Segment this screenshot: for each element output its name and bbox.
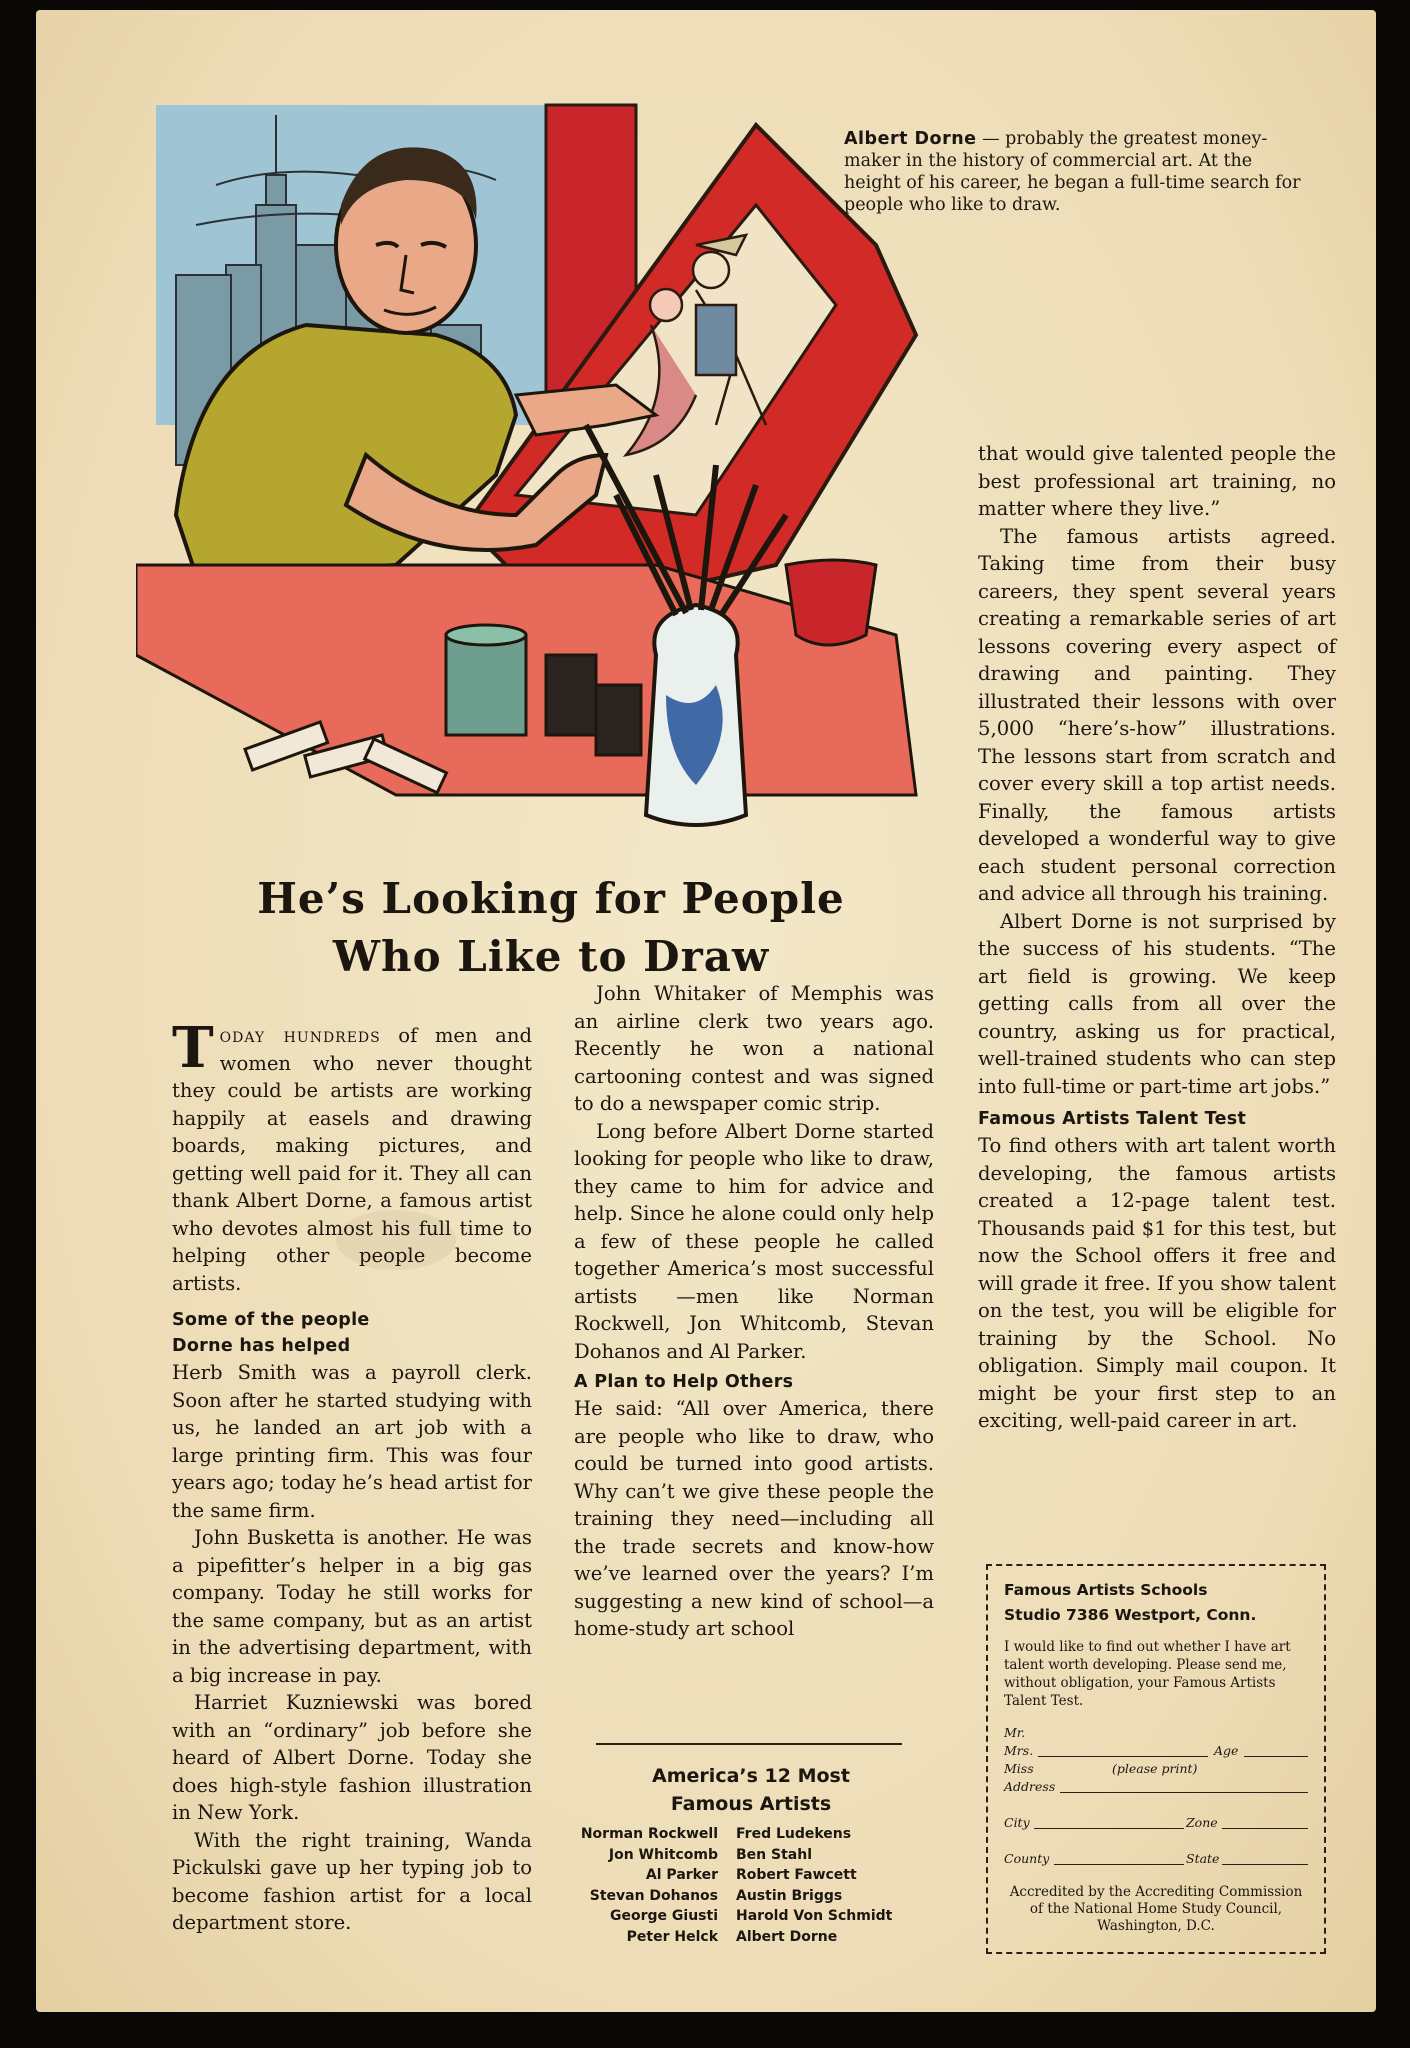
artist-name: Ben Stahl xyxy=(736,1846,812,1863)
address-label: Address xyxy=(1004,1779,1056,1794)
albert-dorne-illustration xyxy=(136,95,956,855)
coupon-heading-line2: Studio 7386 Westport, Conn. xyxy=(1004,1606,1257,1624)
state-label: State xyxy=(1186,1851,1220,1866)
county-label: County xyxy=(1004,1851,1050,1866)
city-label: City xyxy=(1004,1815,1030,1830)
comic-back-cover-page xyxy=(36,10,1376,2012)
artist-row xyxy=(556,1865,936,1886)
artist-name: Harold Von Schmidt xyxy=(736,1908,893,1924)
famous-title-line1: America’s 12 Most xyxy=(652,1765,850,1787)
artist-row xyxy=(556,1886,936,1907)
artist-name: Al Parker xyxy=(645,1867,718,1883)
divider-rule xyxy=(596,1743,902,1745)
paragraph: With the right training, Wanda Pickulski gave up her typing job to become fashion artist for a local department store. xyxy=(172,1828,532,1934)
famous-title-line2: Famous Artists xyxy=(670,1793,832,1815)
article-column-2 xyxy=(574,980,934,1643)
artist-row xyxy=(556,1906,936,1927)
paragraph: John Whitaker of Memphis was an airline clerk two years ago. Recently he won a national cartooning contest and was signed to do a newspaper comic strip. xyxy=(574,982,934,1115)
paragraph: John Busketta is another. He was a pipefitter’s helper in a big gas company. Today he still works for the same company, but as an artist in the advertising department, with a big increase in pay. xyxy=(172,1526,532,1687)
headline xyxy=(166,870,936,986)
coupon-heading-line1: Famous Artists Schools xyxy=(1004,1581,1208,1599)
artist-name: Jon Whitcomb xyxy=(608,1846,718,1863)
paragraph: Long before Albert Dorne started looking for people who like to draw, they came to him for advice and help. Since he alone could only help a few of these people he called together America’s most successful artists —men like Norman Rockwell, Jon Whitcomb, Stevan Dohanos and Al Parker. xyxy=(574,1119,934,1363)
subheading-line1: Some of the people xyxy=(172,1310,370,1330)
paragraph: Harriet Kuzniewski was bored with an “ordinary” job before she heard of Albert Dorne. Today she does high-style fashion illustration in New York. xyxy=(172,1691,532,1824)
mail-coupon[interactable] xyxy=(986,1564,1326,1954)
famous-artists-title xyxy=(576,1762,926,1818)
artist-row xyxy=(556,1927,936,1948)
artist-name: Austin Briggs xyxy=(736,1887,843,1904)
age-label: Age xyxy=(1214,1743,1239,1758)
artist-name: Robert Fawcett xyxy=(736,1867,857,1883)
artist-row xyxy=(556,1824,936,1845)
artist-name: Stevan Dohanos xyxy=(589,1887,718,1904)
miss-field[interactable] xyxy=(1004,1760,1308,1778)
headline-line1: He’s Looking for People xyxy=(257,874,845,923)
paragraph: that would give talented people the best professional art training, no matter where they live.” xyxy=(978,442,1336,520)
caption-text: — probably the greatest money-maker in the history of commercial art. At the height of his career, he began a full-time search for people who like to draw. xyxy=(844,129,1301,215)
miss-label: Miss xyxy=(1004,1761,1034,1776)
paragraph: Albert Dorne is not surprised by the success of his students. “The art field is growing. We keep getting calls from all over the country, asking us for practical, well-trained students who can step into full-time or part-time art jobs.” xyxy=(978,909,1336,1098)
article-column-1 xyxy=(172,1015,533,1937)
accreditation-text: Accredited by the Accrediting Commission of the National Home Study Council, Washington, D.C. xyxy=(1009,1884,1303,1934)
mr-label: Mr. xyxy=(1004,1725,1026,1740)
artist-name: Albert Dorne xyxy=(736,1928,838,1945)
illustration-caption xyxy=(844,128,1314,216)
mrs-field[interactable] xyxy=(1004,1742,1308,1760)
address-field[interactable] xyxy=(1004,1778,1308,1796)
subheading-line2: Dorne has helped xyxy=(172,1336,351,1356)
paragraph: Herb Smith was a payroll clerk. Soon after he started studying with us, he landed an art job with a large printing firm. This was four years ago; today he’s head artist for the same firm. xyxy=(172,1361,532,1522)
red-bowl xyxy=(786,560,876,645)
paragraph xyxy=(172,1015,533,1297)
artist-row xyxy=(556,1845,936,1866)
famous-artists-list xyxy=(556,1824,936,1947)
artist-name: George Giusti xyxy=(610,1908,718,1924)
name-field-group[interactable] xyxy=(1004,1724,1308,1868)
please-print-label: (please print) xyxy=(1112,1761,1198,1776)
city-zone-field[interactable] xyxy=(1004,1814,1308,1832)
drop-cap: T xyxy=(172,1015,214,1081)
small-caps-lead: oday hundreds xyxy=(219,1024,381,1047)
paragraph: To find others with art talent worth developing, the famous artists created a 12-page talent test. Thousands paid $1 for this test, but now the School offers it free and will grade it free. If you show talent on the test, you will be eligible for training by the School. No obligation. Simply mail coupon. It might be your first step to an exciting, well-paid career in art. xyxy=(978,1134,1336,1432)
paragraph: He said: “All over America, there are people who like to draw, who could be turned into good artists. Why can’t we give these people the training they need—including all the trade secrets and know-how we’ve learned over the years? I’m suggesting a new kind of school—a home-study art school xyxy=(574,1397,934,1640)
caption-name: Albert Dorne xyxy=(844,129,977,149)
subheading: Famous Artists Talent Test xyxy=(978,1109,1247,1129)
paragraph: The famous artists agreed. Taking time from their busy careers, they spent several years creating a remarkable series of art lessons covering every aspect of drawing and painting. They illustrated their lessons with over 5,000 “here’s-how” illustrations. The lessons start from scratch and cover every skill a top artist needs. Finally, the famous artists developed a wonderful way to give each student personal correction and advice all through his training. xyxy=(978,524,1336,905)
article-column-3 xyxy=(978,440,1336,1435)
county-state-field[interactable] xyxy=(1004,1850,1308,1868)
headline-line2: Who Like to Draw xyxy=(332,932,770,981)
artist-name: Peter Helck xyxy=(626,1928,718,1945)
zone-label: Zone xyxy=(1186,1815,1218,1830)
artist-name: Fred Ludekens xyxy=(736,1826,852,1842)
mrs-label: Mrs. xyxy=(1004,1743,1034,1758)
coupon-body-text: I would like to find out whether I have art talent worth developing. Please send me, without obligation, your Famous Artists Talent Test. xyxy=(1004,1639,1291,1709)
artist-name: Norman Rockwell xyxy=(580,1826,718,1842)
paragraph-text: of men and women who never thought they could be artists are working happily at easels and drawing boards, making pictures, and getting well paid for it. They all can thank Albert Dorne, a famous artist who devotes almost his full time to helping other people become artists. xyxy=(172,1024,533,1295)
subheading: A Plan to Help Others xyxy=(574,1372,794,1392)
